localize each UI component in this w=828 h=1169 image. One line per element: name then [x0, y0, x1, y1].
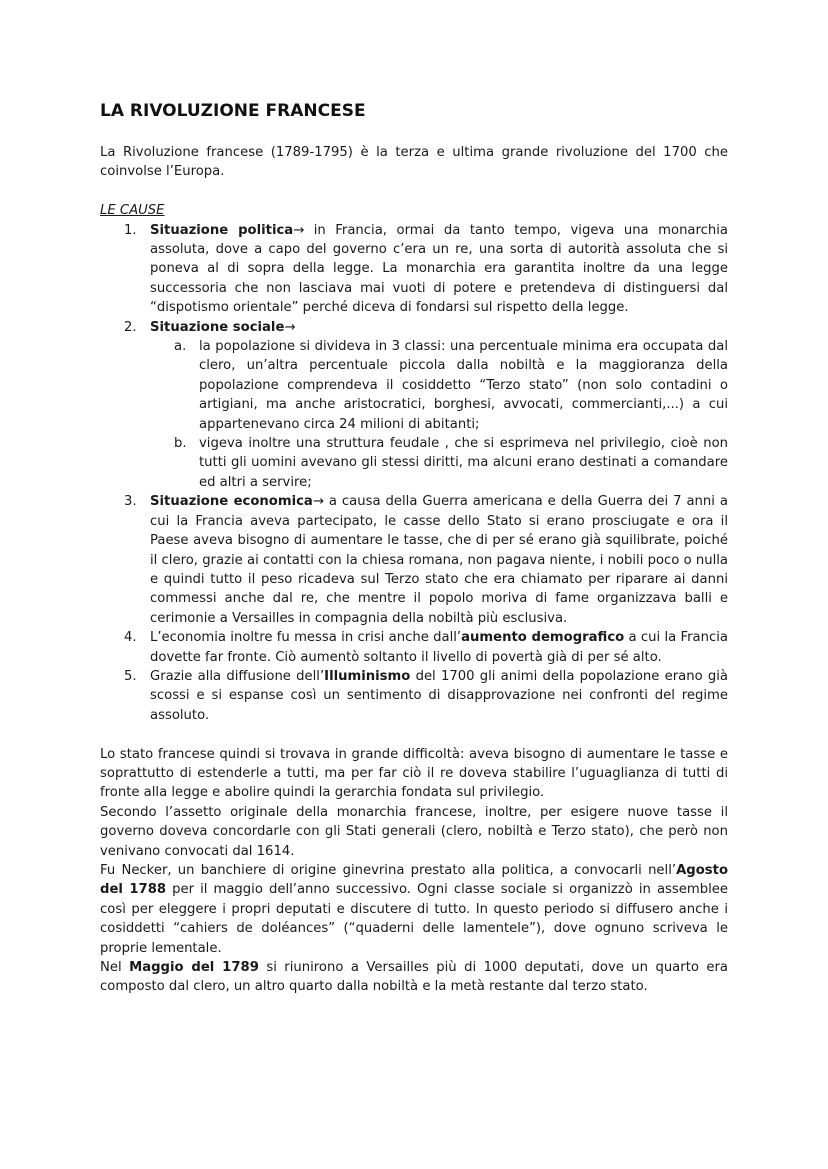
sub-item-b [100, 434, 728, 492]
body-paragraph-necker [100, 861, 728, 958]
list-number: 2. [124, 319, 137, 335]
cause-text: Grazie alla diffusione dell’ [150, 668, 325, 684]
cause-text: del 1700 gli animi della popolazione erano già scossi e si espanse così un sentimento di disapprovazione nei confronti del regime assoluto. [150, 668, 729, 723]
list-number: 1. [124, 222, 137, 238]
cause-item-demografico [100, 628, 728, 667]
list-number: 3. [124, 494, 137, 510]
cause-highlight: Illuminismo [324, 668, 411, 684]
document-page [100, 100, 728, 997]
cause-text: → a causa della Guerra americana e della Guerra dei 7 anni a cui la Francia aveva partecipato, le casse dello Stato si erano prosciugate e ora il Paese aveva bisogno di aumentare le tasse, che di per sé erano già squilibrate, poiché il clero, grazie ai contatti con la chiesa romana, non pagava niente, i nobili poco o nulla e quindi tutto il peso ricadeva sul Terzo stato che era chiamato per riparare ai danni commessi anche dal re, che mentre il popolo moriva di fame organizzava balli e cerimonie a Versailles in compagnia della nobiltà più esclusiva. [150, 494, 728, 626]
paragraph-text: per il maggio dell’anno successivo. Ogni classe sociale si organizzò in assemblee così per eleggere i propri deputati e discutere di tutto. In questo periodo si diffusero anche i cosiddetti “cahiers de doléances” (“quaderni delle lamentele”), dove ognuno scriveva le proprie lementale. [100, 882, 728, 956]
cause-text: → in Francia, ormai da tanto tempo, vigeva una monarchia assoluta, dove a capo del governo c’era un re, una sorta di autorità assoluta che si poneva al di sopra della legge. La monarchia era garantita inoltre da una legge successoria che non lasciava mai vuoti di potere e pretendeva di distinguersi dal “dispotismo orientale” perché diceva di fondarsi sul rispetto della legge. [150, 222, 728, 316]
cause-item-politica [100, 221, 728, 318]
sub-text: vigeva inoltre una struttura feudale , che si esprimeva nel privilegio, cioè non tutti gli uomini avevano gli stessi diritti, ma alcuni erano destinati a comandare ed altri a servire; [199, 436, 728, 490]
paragraph-text: Nel [100, 960, 130, 976]
cause-highlight: aumento demografico [461, 630, 625, 646]
document-title: LA RIVOLUZIONE FRANCESE [100, 101, 366, 121]
sub-item-a [100, 337, 728, 434]
cause-item-economica [100, 492, 728, 628]
list-number: 5. [124, 668, 137, 684]
cause-text: L’economia inoltre fu messa in crisi anche dall’ [150, 630, 462, 646]
body-paragraph: Lo stato francese quindi si trovava in grande difficoltà: aveva bisogno di aumentare le tasse e soprattutto di estenderle a tutti, ma per far ciò il re doveva stabilire l’uguaglianza di tutti di fronte alla legge e abolire quindi la gerarchia fondata sul privilegio. [100, 746, 728, 801]
cause-title: Situazione politica [150, 222, 294, 238]
sub-letter: b. [174, 436, 187, 452]
intro-paragraph: La Rivoluzione francese (1789-1795) è la terza e ultima grande rivoluzione del 1700 che coinvolse l’Europa. [100, 145, 728, 180]
paragraph-text: si riunirono a Versailles più di 1000 deputati, dove un quarto era composto dal clero, un altro quarto dalla nobiltà e la metà restante dal terzo stato. [100, 960, 728, 995]
cause-title: Situazione economica [150, 494, 313, 510]
sub-letter: a. [174, 339, 187, 355]
body-paragraph: Secondo l’assetto originale della monarchia francese, inoltre, per esigere nuove tasse il governo doveva concordarle con gli Stati generali (clero, nobiltà e Terzo stato), che però non venivano convocati dal 1614. [100, 804, 728, 859]
cause-item-illuminismo [100, 667, 728, 725]
paragraph-text: Fu Necker, un banchiere di origine ginevrina prestato alla politica, a convocarli nell’ [100, 863, 677, 878]
causes-list [100, 221, 728, 726]
sub-text: la popolazione si divideva in 3 classi: una percentuale minima era occupata dal clero, un’altra percentuale piccola dalla nobiltà e la maggioranza della popolazione comprendeva il cosiddetto “Terzo stato” (non solo contadini o artigiani, ma anche aristocratici, borghesi, avvocati, commercianti,...) a cui appartenevano circa 24 milioni di abitanti; [199, 339, 728, 432]
cause-text: → [284, 319, 296, 335]
date-highlight: Agosto del 1788 [100, 863, 728, 898]
date-highlight: Maggio del 1789 [129, 960, 259, 976]
cause-title: Situazione sociale [150, 319, 285, 335]
list-number: 4. [124, 630, 137, 646]
cause-item-sociale [100, 318, 728, 337]
body-paragraph-maggio [100, 958, 728, 997]
cause-text: a cui la Francia dovette far fronte. Ciò aumentò soltanto il livello di povertà già di per sé alto. [150, 630, 728, 665]
section-heading-cause: LE CAUSE [100, 203, 165, 219]
